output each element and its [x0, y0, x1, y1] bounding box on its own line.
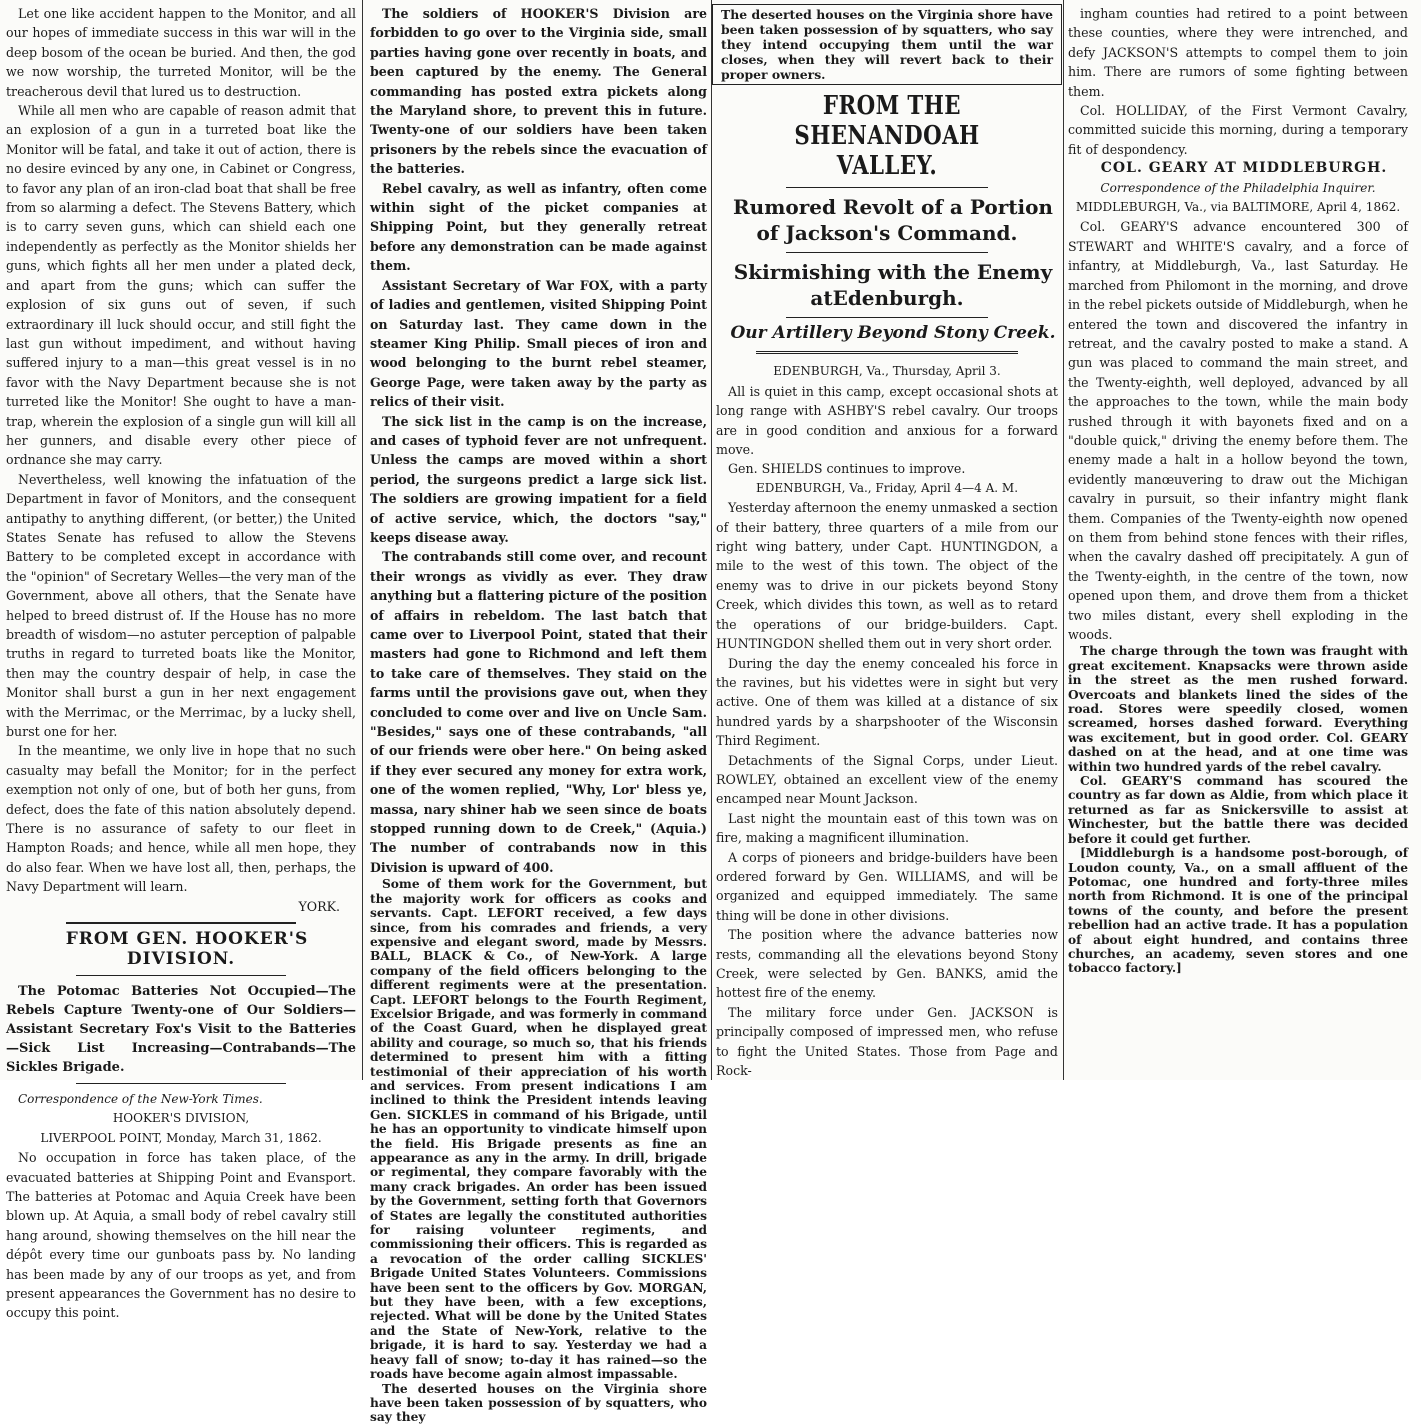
paragraph: Yesterday afternoon the enemy unmasked a section of their battery, three quarters of a mile from our right wing battery, under Capt. HUNTINGDON, a mile to the west of this town. The object of the enemy was to drive in our pickets beyond Stony Creek, which divides this town, as well as to retard the operations of our bridge-builders. Capt. HUNTINGDON shelled them out in very short order.	[716, 500, 1058, 652]
article-headline: FROM GEN. HOOKER'S DIVISION.	[65, 929, 309, 969]
article-headline: FROM THE SHENANDOAH VALLEY.	[794, 91, 980, 181]
divider	[786, 317, 988, 318]
divider	[756, 351, 1018, 354]
dateline: EDENBURGH, Va., Friday, April 4—4 A. M.	[755, 480, 1019, 495]
paragraph: Some of them work for the Government, but the majority work for officers as cooks and servants. Capt. LEFORT received, a few days since, from his comrades and friends, a very expensive and elegant sword, made by Messrs. BALL, BLACK & Co., of New-York. A large company of the field officers belonging to the different regiments were at the presentation. Capt. LEFORT belongs to the Fourth Regiment, Excelsior Brigade, and was formerly in command of the Coast Guard, when he displayed great ability and courage, so much so, that his friends determined to present him with a fitting testimonial of their appreciation of his worth and services. From present indications I am inclined to think the President intends leaving Gen. SICKLES in command of his Brigade, until he has an opportunity to vindicate himself upon the field. His Brigade presents as fine an appearance as any in the army. In drill, brigade or regimental, they compare favorably with the many crack brigades. An order has been issued by the Government, setting forth that Governors of States are legally the constituted authorities for raising volunteer regiments, and commissioning their officers. This is regarded as a revocation of the order calling SICKLES' Brigade United States Volunteers. Commissions have been sent to the officers by Gov. MORGAN, but they have been, with a few exceptions, rejected. What will be done by the United States and the State of New-York, relative to the brigade, it is hard to say. Yesterday we had a heavy fall of snow; to-day it has rained—so the roads have become again almost impassable.	[370, 877, 707, 1382]
paragraph: Col. GEARY'S advance encountered 300 of STEWART and WHITE'S cavalry, and a force of infantry, at Middleburgh, Va., last Saturday. He marched from Philomont in the morning, and drove in the rebel pickets outside of Middleburgh, when he entered the town and discovered the infantry in retreat, and the cavalry posted to make a stand. A gun was placed to command the main street, and the Twenty-eighth, well deployed, advanced by all the approaches to the town, while the main body rushed through it with bayonets fixed and on a "double quick," driving the enemy before them. The enemy made a halt in a hollow beyond the town, evidently manœuvering to draw out the Michigan cavalry in pursuit, so their infantry might flank them. Companies of the Twenty-eighth now opened on them from behind stone fences with their rifles, when the cavalry dashed off precipitately. A gun of the Twenty-eighth, in the centre of the town, now opened upon them, and drove them from a thicket two miles distant, every shell exploding in the woods.	[1068, 219, 1408, 642]
subheadline: Skirmishing with the Enemy atEdenburgh.	[733, 260, 1053, 310]
divider	[76, 1083, 286, 1084]
paragraph: Rebel cavalry, as well as infantry, often come within sight of the picket companies at Shipping Point, but they generally retreat before any demonstration can be made against them.	[370, 180, 707, 274]
column-1	[6, 4, 356, 1321]
paragraph: The soldiers of HOOKER'S Division are forbidden to go over to the Virginia side, small parties having gone over recently in boats, and been captured by the enemy. The General commanding has posted extra pickets along the Maryland shore, to prevent this in future. Twenty-one of our soldiers have been taken prisoners by the rebels since the evacuation of the batteries.	[370, 6, 707, 177]
divider	[76, 975, 286, 976]
paragraph: During the day the enemy concealed his force in the ravines, but his videttes were in sight but very active. One of them was killed at a distance of six hundred yards by a sharpshooter of the Wisconsin Third Regiment.	[716, 655, 1058, 749]
divider	[786, 187, 988, 188]
dateline: LIVERPOOL POINT, Monday, March 31, 1862.	[40, 1130, 322, 1145]
divider	[66, 922, 296, 924]
paragraph: Col. HOLLIDAY, of the First Vermont Cavalry, committed suicide this morning, during a temporary fit of despondency.	[1068, 103, 1408, 157]
paragraph: A corps of pioneers and bridge-builders have been ordered forward by Gen. WILLIAMS, and will be organized and equipped immediately. The same thing will be done in other divisions.	[716, 849, 1058, 923]
column-rule	[362, 0, 363, 1080]
column-rule	[711, 0, 712, 1080]
paragraph: [Middleburgh is a handsome post-borough, of Loudon county, Va., on a small affluent of the Potomac, one hundred and forty-three miles north from Richmond. It is one of the principal towns of the county, and before the present rebellion had an active trade. It has a population of about eight hundred, and contains three churches, an academy, seven stores and one tobacco factory.]	[1068, 846, 1408, 976]
signature: YORK.	[298, 898, 340, 914]
column-4	[1068, 4, 1408, 1076]
subheadline: Our Artillery Beyond Stony Creek.	[730, 323, 1056, 343]
column-rule	[1063, 0, 1064, 1080]
paragraph: All is quiet in this camp, except occasional shots at long range with ASHBY'S rebel cavalry. Our troops are in good condition and anxious for a forward move.	[716, 383, 1058, 458]
paragraph: Let one like accident happen to the Monitor, and all our hopes of immediate success in this war will in the deep bosom of the ocean be buried. And then, the god we now worship, the turreted Monitor, will be the treacherous devil that lured us to destruction.	[6, 6, 356, 99]
paragraph: Gen. SHIELDS continues to improve.	[728, 461, 966, 477]
column-3	[716, 4, 1058, 1079]
dateline: HOOKER'S DIVISION,	[112, 1111, 250, 1126]
paragraph: Assistant Secretary of War FOX, with a party of ladies and gentlemen, visited Shipping Point on Saturday last. They came down in the steamer King Philip. Small pieces of iron and wood belonging to the burnt rebel steamer, George Page, were taken away by the party as relics of their visit.	[370, 277, 707, 410]
paragraph: The charge through the town was fraught with great excitement. Knapsacks were thrown aside in the street as the men rushed forward. Overcoats and blankets lined the sides of the road. Stores were speedily closed, women screamed, horses dashed forward. Everything was excitement, but in good order. Col. GEARY dashed on at the head, and at one time was within two hundred yards of the rebel cavalry.	[1068, 644, 1408, 774]
paragraph: Last night the mountain east of this town was on fire, making a magnificent illumination.	[716, 810, 1058, 846]
dateline: MIDDLEBURGH, Va., via BALTIMORE, April 4, 1862.	[1075, 200, 1401, 215]
paragraph: The position where the advance batteries now rests, commanding all the elevations beyond Stony Creek, were selected by Gen. BANKS, amid the hottest fire of the enemy.	[716, 927, 1058, 1001]
column-2	[370, 4, 707, 1425]
divider	[786, 252, 988, 253]
subheadline: Rumored Revolt of a Portion of Jackson's Command.	[733, 195, 1053, 245]
paragraph: Col. GEARY'S command has scoured the country as far down as Aldie, from which place it returned as far as Snickersville to assist at Winchester, but the battle there was decided before it could get further.	[1068, 774, 1408, 846]
paragraph: While all men who are capable of reason admit that an explosion of a gun in a turreted boat like the Monitor will be fatal, and take it out of action, there is no desire evinced by any one, in Cabinet or Congress, to favor any plan of an iron-clad boat that shall be free from so alarming a defect. The Stevens Battery, which is to carry seven guns, which can shield each one independently as perfectly as the Monitor shields her guns, which fights all her men under a plated deck, and apart from the guns; which can suffer the explosion of six guns out of seven, if such extraordinary ill luck should occur, and still fight the last gun without impediment, and without having suffered injury to a man—this great vessel is in no favor with the Navy Department because she is not turreted like the Monitor! She ought to have a man-trap, wherein the explosion of a single gun will kill all her gunners, and disable every other piece of ordnance she may carry.	[6, 103, 356, 468]
correspondence-line: Correspondence of the New-York Times.	[18, 1091, 263, 1106]
paragraph: In the meantime, we only live in hope that no such casualty may befall the Monitor; for in the perfect exemption not only of one, but of both her guns, from defect, does the fate of this nation absolutely depend. There is no assurance of safety to our fleet in Hampton Roads; and hence, while all men hope, they do also fear. When we have lost all, then, perhaps, the Navy Department will learn.	[6, 743, 356, 895]
paragraph: No occupation in force has taken place, of the evacuated batteries at Shipping Point and Evansport. The batteries at Potomac and Aquia Creek have been blown up. At Aquia, a small body of rebel cavalry still hang around, showing themselves on the hill near the dépôt every time our gunboats pass by. No landing has been made by any of our troops as yet, and from present appearances the Government has no desire to occupy this point.	[6, 1150, 356, 1321]
dateline: EDENBURGH, Va., Thursday, April 3.	[773, 364, 1001, 379]
article-headline: COL. GEARY AT MIDDLEBURGH.	[1100, 160, 1388, 177]
paragraph: The contrabands still come over, and recount their wrongs as vividly as ever. They draw anything but a flattering picture of the position of affairs in rebeldom. The last batch that came over to Liverpool Point, stated that their masters had gone to Richmond and left them to take care of themselves. They staid on the farms until the provisions gave out, when they concluded to come over and live on Uncle Sam. "Besides," says one of these contrabands, "all of our friends were ober here." On being asked if they ever secured any money for extra work, one of the women replied, "Why, Lor' bless ye, massa, nary shiner hab we seen since de boats stopped running down to de Creek," (Aquia.) The number of contrabands now in this Division is upward of 400.	[370, 549, 707, 875]
paragraph: Detachments of the Signal Corps, under Lieut. ROWLEY, obtained an excellent view of the enemy encamped near Mount Jackson.	[716, 752, 1058, 807]
paragraph: ingham counties had retired to a point between these counties, where they were intrenched, and defy JACKSON'S attempts to compel them to join him. There are rumors of some fighting between them.	[1068, 6, 1408, 99]
paragraph: The military force under Gen. JACKSON is principally composed of impressed men, who refuse to fight the United States. Those from Page and Rock-	[716, 1004, 1058, 1079]
correspondence-line: Correspondence of the Philadelphia Inquirer.	[1100, 180, 1376, 195]
article-deck: The Potomac Batteries Not Occupied—The Rebels Capture Twenty-one of Our Soldiers—Assistant Secretary Fox's Visit to the Batteries—Sick List Increasing—Contrabands—The Sickles Brigade.	[6, 983, 356, 1075]
paragraph: Nevertheless, well knowing the infatuation of the Department in favor of Monitors, and the consequent antipathy to anything different, (or better,) the United States Senate has refused to allow the Stevens Battery to be completed except in accordance with the "opinion" of Secretary Welles—the very man of the Government, above all others, that the Senate have helped to breed distrust of. If the House has no more breadth of wisdom—no astuter perception of palpable truths in regard to turreted boats like the Monitor, then may the country despair of help, in case the Monitor shall burst a gun in her next engagement with the Merrimac, or the Merrimac, by a lucky shell, burst one for her.	[6, 471, 356, 740]
continued-text-box: The deserted houses on the Virginia shore have been taken possession of by squatters, who say they intend occupying them until the war closes, when they will revert back to their proper owners.	[712, 4, 1062, 85]
paragraph: The deserted houses on the Virginia shore have been taken possession of by squatters, who say they	[370, 1381, 707, 1425]
paragraph: The sick list in the camp is on the increase, and cases of typhoid fever are not unfrequent. Unless the camps are moved within a short period, the surgeons predict a large sick list. The soldiers are growing impatient for a field of active service, which, the doctors "say," keeps disease away.	[370, 413, 707, 545]
